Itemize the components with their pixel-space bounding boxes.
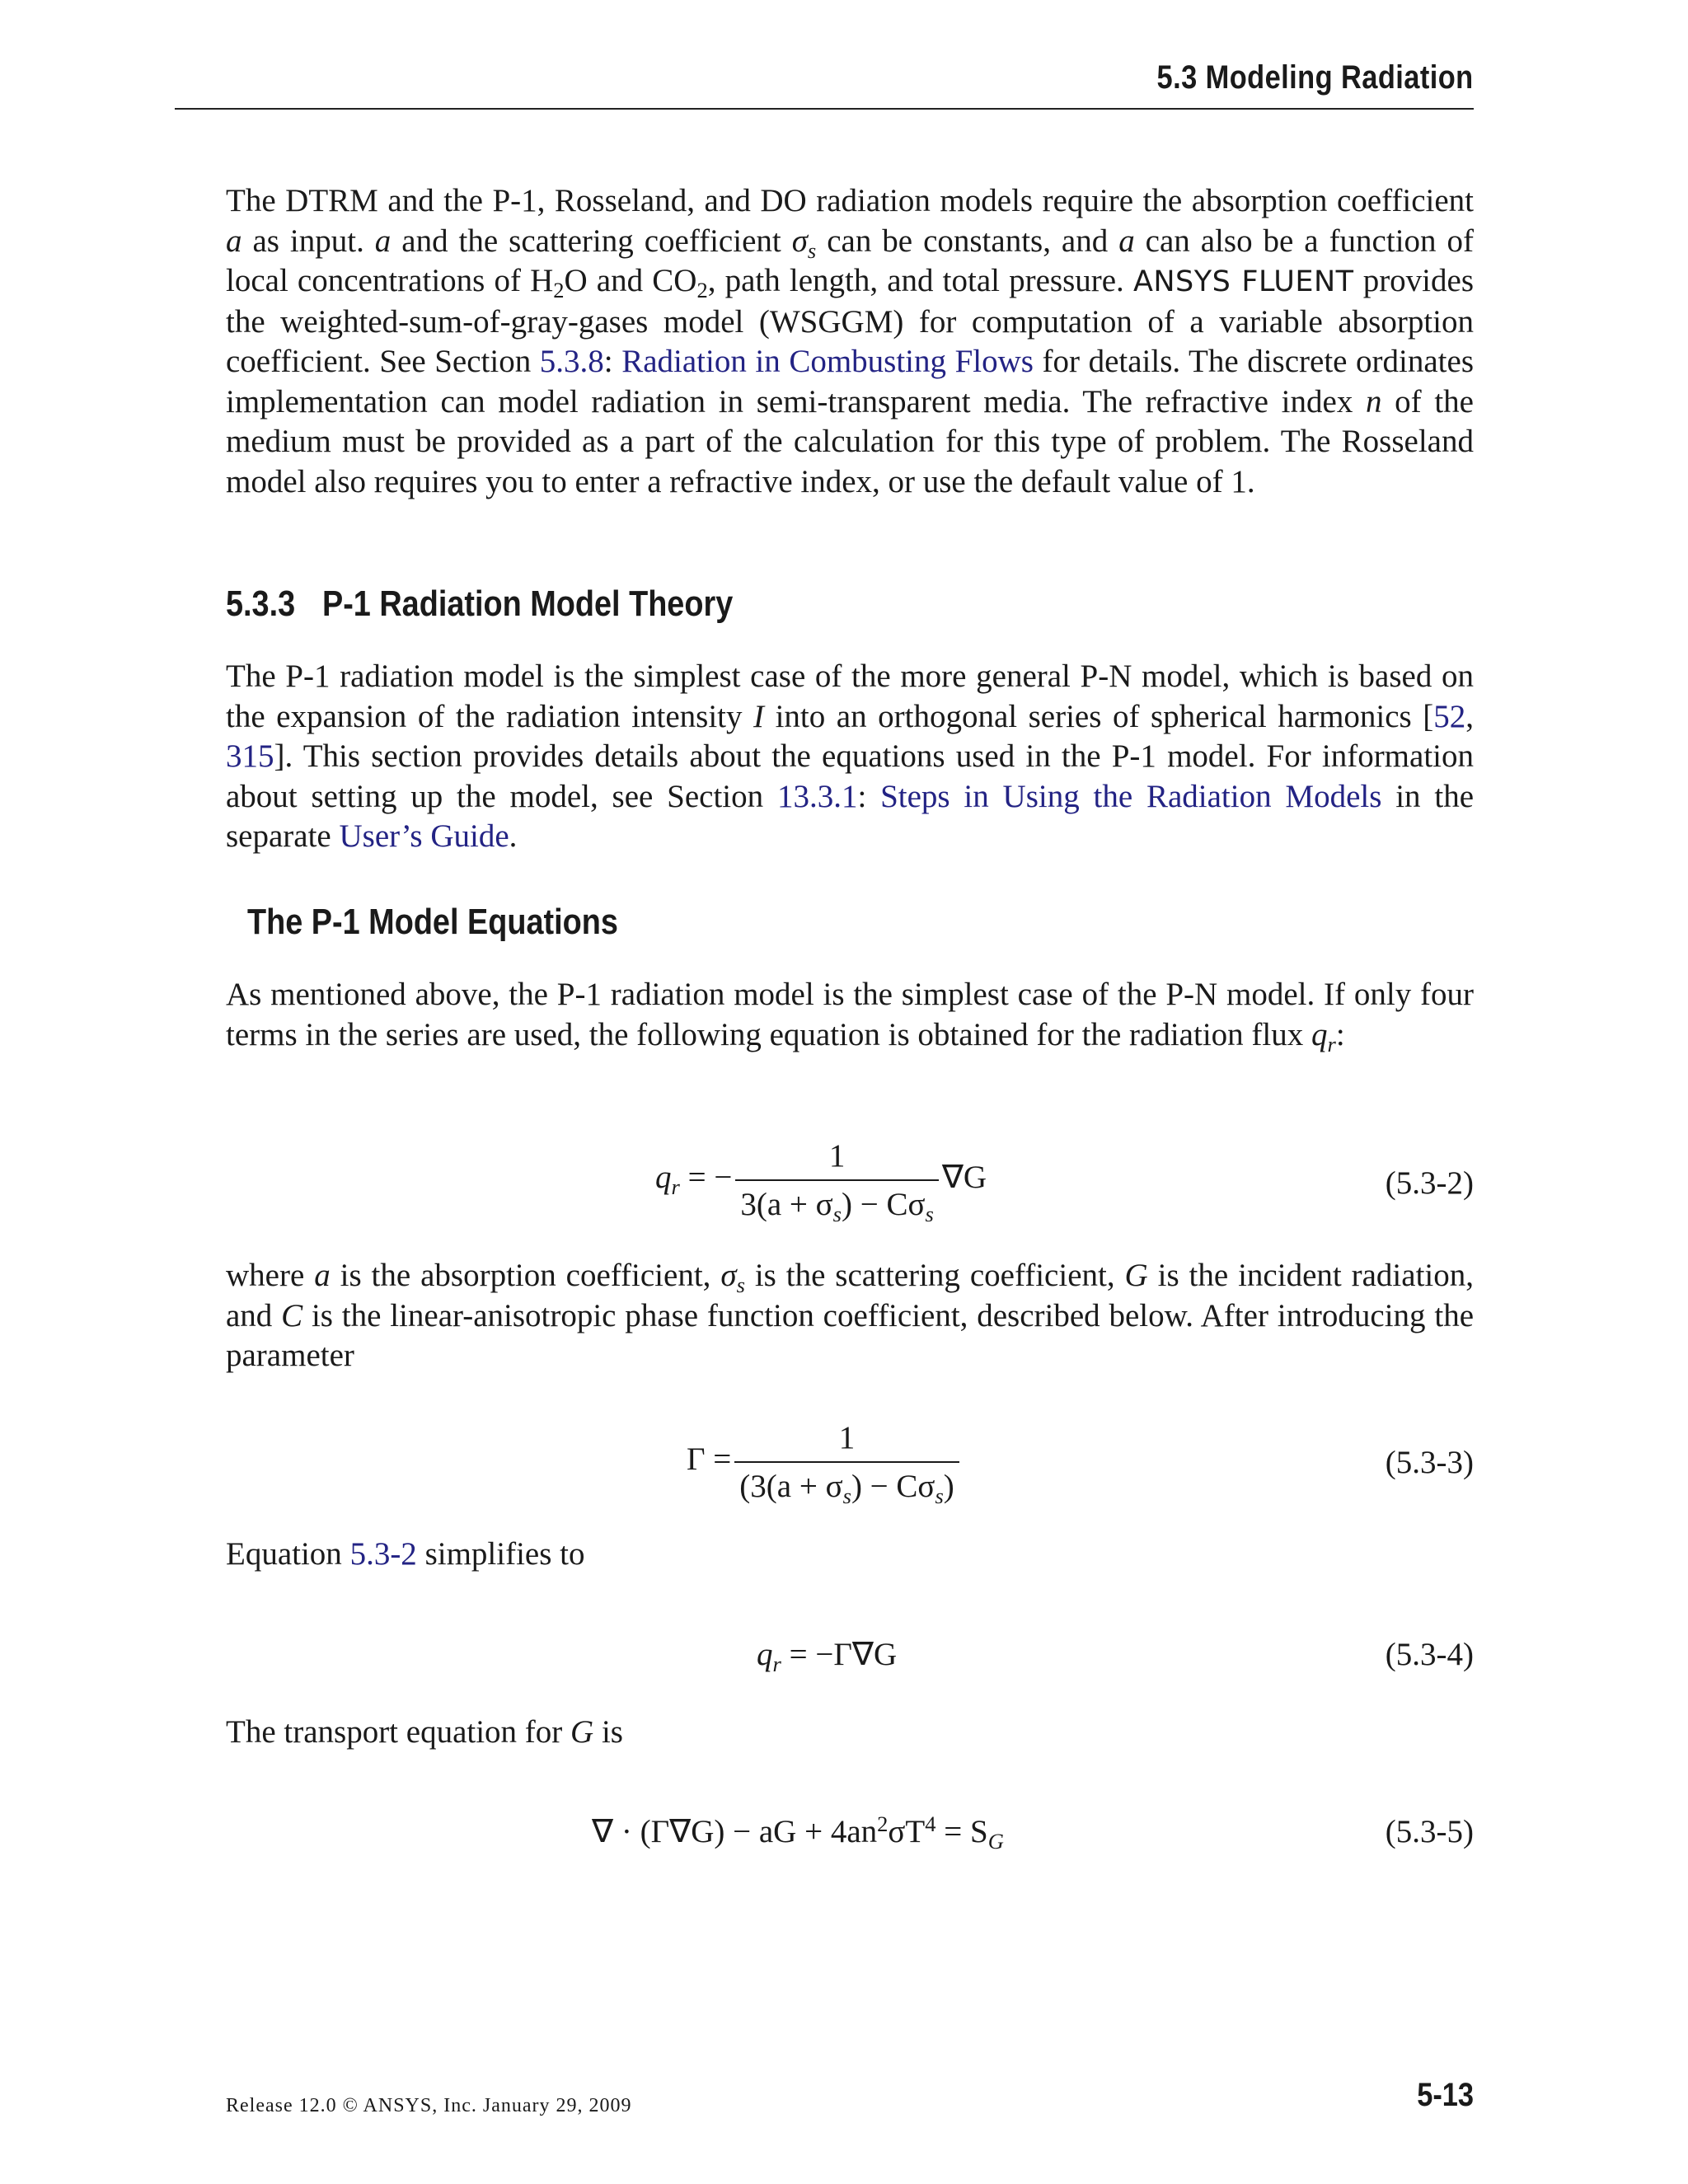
where-paragraph: where a is the absorption coefficient, $\sigma_s$ is the scattering coefficient, G is the incident radiation, and C is the linear-anisotropic phase function coefficient, described below. After introducing the parameter — [226, 1258, 1474, 1373]
simplifies-paragraph: Equation 5.3-2 simplifies to — [226, 1536, 585, 1572]
link-steps-in-using-radiation-models[interactable]: Steps in Using the Radiation Models — [880, 778, 1382, 814]
p1-equations-paragraph: As mentioned above, the P-1 radiation model is the simplest case of the P-N model. If only four terms in the series are used, the following equation is obtained for the radiation flux $q_r$: — [226, 977, 1474, 1057]
equation-number-5-3-5: (5.3-5) — [1385, 1814, 1474, 1849]
page-number: 5-13 — [1417, 2077, 1474, 2113]
citation-52[interactable]: 52 — [1433, 698, 1466, 734]
equation-5-3-3: Γ = $\frac{1}{(3(a + \sigma_s) - C\sigma_s)}$ — [687, 1419, 963, 1505]
intro-paragraph: The DTRM and the P-1, Rosseland, and DO radiation models require the absorption coefficient a as input. a and the scattering coefficient $\sigma_s$ can be constants, and a can also be a function of local concentrations of $H_2O$ and $CO_2$, path length, and total pressure. ANSYS FLUENT provides the weighted-sum-of-gray-gases model (WSGGM) for computation of a variable absorption coefficient. See Section 5.3.8: Radiation in Combusting Flows for details. The discrete ordinates implementation can model radiation in semi-transparent media. The refractive index n of the medium must be provided as a part of the calculation for this type of problem. The Rosseland model also requires you to enter a refractive index, or use the default value of 1. — [226, 183, 1475, 499]
subsection-heading: The P-1 Model Equations — [247, 902, 618, 942]
link-users-guide[interactable]: User’s Guide — [339, 818, 509, 854]
product-name: ANSYS FLUENT — [1132, 265, 1354, 298]
equation-5-3-4: $q_r = -\Gamma\nabla G$ — [757, 1637, 898, 1676]
equation-number-5-3-2: (5.3-2) — [1385, 1165, 1474, 1201]
running-header-title: 5.3 Modeling Radiation — [1156, 59, 1474, 96]
citation-315[interactable]: 315 — [226, 738, 274, 774]
footer-release-info: Release 12.0 © ANSYS, Inc. January 29, 2009 — [226, 2095, 632, 2116]
equation-5-3-5: ∇ · (Γ∇G) − aG + $4an^2\sigma T^4 = S_G$ — [592, 1811, 1004, 1854]
equation-number-5-3-4: (5.3-4) — [1385, 1637, 1474, 1672]
link-radiation-in-combusting-flows[interactable]: Radiation in Combusting Flows — [621, 344, 1034, 379]
equation-number-5-3-3: (5.3-3) — [1385, 1445, 1474, 1480]
section-heading: 5.3.3 P-1 Radiation Model Theory — [226, 583, 734, 624]
link-section-13-3-1[interactable]: 13.3.1 — [776, 778, 858, 814]
p1-theory-paragraph: The P-1 radiation model is the simplest case of the more general P-N model, which is based on the expansion of the radiation intensity I into an orthogonal series of spherical harmonics [52, 315]. This section provides details about the equations used in the P-1 model. For information about setting up the model, see Section 13.3.1: Steps in Using the Radiation Models in the separate User’s Guide. — [226, 658, 1475, 854]
link-equation-5-3-2[interactable]: 5.3-2 — [349, 1536, 417, 1572]
equation-5-3-2: $q_r$ = − $\frac{1}{3(a + \sigma_s) - C\sigma_s}$ ∇G — [655, 1138, 987, 1226]
transport-paragraph: The transport equation for G is — [226, 1714, 623, 1750]
link-section-5-3-8[interactable]: 5.3.8 — [539, 344, 604, 379]
header-rule — [175, 108, 1474, 110]
